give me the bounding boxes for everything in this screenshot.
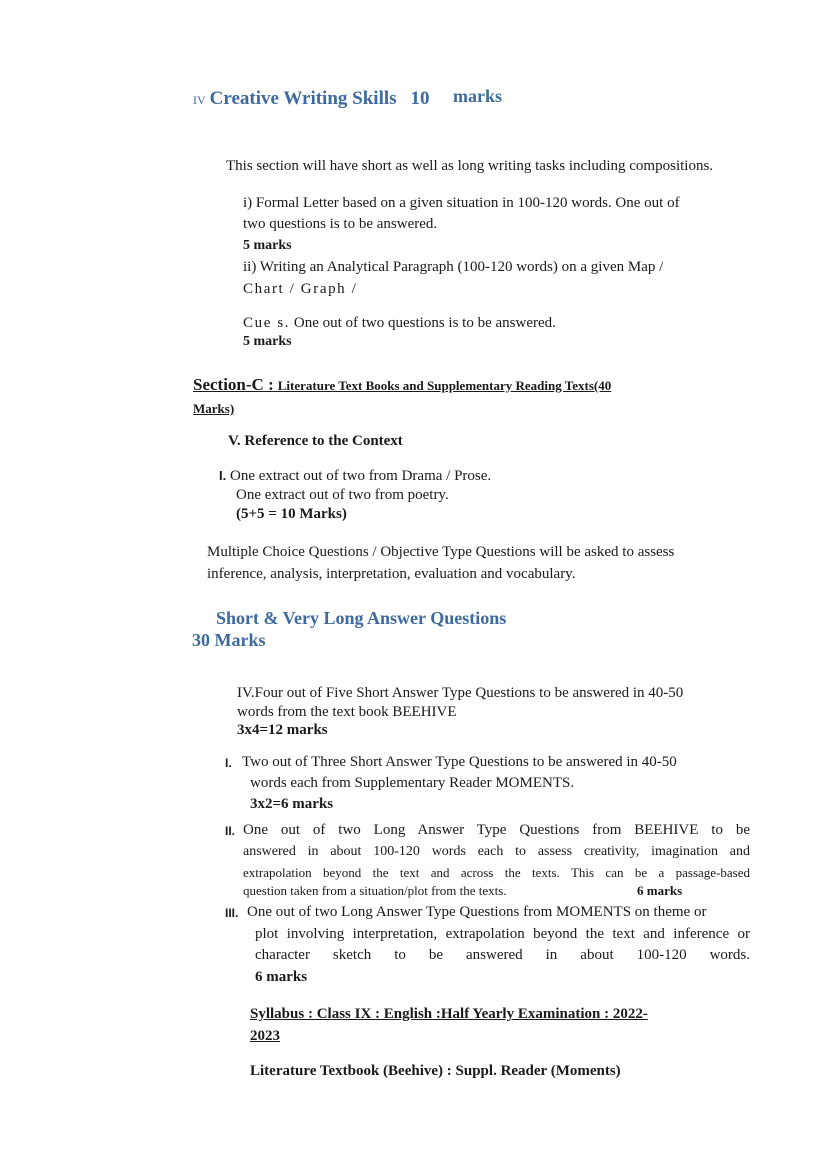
moments-long-line1: One out of two Long Answer Type Questions from MOMENTS on theme or xyxy=(247,904,707,920)
beehive-short-marks: 3x4=12 marks xyxy=(237,722,328,738)
beehive-long-line2: answered in about 100-120 words each to assess creativity, imagination and xyxy=(243,844,750,859)
analytical-paragraph-cues: Cue s. xyxy=(243,315,291,331)
beehive-short-line1: IV.Four out of Five Short Answer Type Questions to be answered in 40-50 xyxy=(237,685,684,701)
beehive-short-line2: words from the text book BEEHIVE xyxy=(237,704,457,720)
mcq-line1: Multiple Choice Questions / Objective Type Questions will be asked to assess xyxy=(207,544,675,560)
moments-short-number: I. xyxy=(225,756,232,770)
syllabus-title-line1: Syllabus : Class IX : English :Half Yearly Examination : 2022- xyxy=(250,1006,648,1022)
reference-line1-number: I. xyxy=(219,468,227,483)
section-iv-heading xyxy=(193,88,430,110)
moments-short-line2: words each from Supplementary Reader MOMENTS. xyxy=(250,775,575,791)
moments-long-number: III. xyxy=(225,906,239,920)
moments-long-line3: character sketch to be answered in about 100-120 words. xyxy=(255,947,750,963)
mcq-line2: inference, analysis, interpretation, evaluation and vocabulary. xyxy=(207,566,576,582)
reference-line2: One extract out of two from poetry. xyxy=(236,487,449,503)
section-iv-marks-word: marks xyxy=(453,86,502,106)
section-c-subtitle: Literature Text Books and Supplementary Reading Texts(40 xyxy=(277,378,612,393)
analytical-paragraph-line1: ii) Writing an Analytical Paragraph (100-120 words) on a given Map / xyxy=(243,259,664,275)
beehive-long-number: II. xyxy=(225,824,236,838)
section-c-title: Section-C : xyxy=(193,375,274,394)
short-long-answer-marks: 30 Marks xyxy=(192,630,266,650)
moments-long-marks: 6 marks xyxy=(255,969,308,985)
beehive-long-line3: extrapolation beyond the text and across the texts. This can be a passage-based xyxy=(243,865,750,880)
beehive-long-line1: One out of two Long Answer Type Questions from BEEHIVE to be xyxy=(243,822,750,838)
reference-line1-text: One extract out of two from Drama / Prose. xyxy=(229,468,492,484)
analytical-paragraph-instruction: One out of two questions is to be answered. xyxy=(293,315,556,331)
reference-context-heading: V. Reference to the Context xyxy=(228,433,403,449)
section-iv-title: Creative Writing Skills xyxy=(209,88,397,109)
reference-marks: (5+5 = 10 Marks) xyxy=(236,506,347,522)
short-long-answer-title: Short & Very Long Answer Questions xyxy=(216,608,507,628)
section-c-subtitle-cont: Marks) xyxy=(193,401,235,416)
literature-textbook-line: Literature Textbook (Beehive) : Suppl. Reader (Moments) xyxy=(250,1063,621,1079)
formal-letter-marks: 5 marks xyxy=(243,238,292,253)
beehive-long-line4: question taken from a situation/plot from the texts. xyxy=(243,883,507,898)
formal-letter-line2: two questions is to be answered. xyxy=(243,216,438,232)
analytical-paragraph-line2: Chart / Graph / xyxy=(243,281,358,297)
reference-line1 xyxy=(219,468,491,485)
section-c-heading xyxy=(193,375,611,395)
moments-long-line2: plot involving interpretation, extrapolation beyond the text and inference or xyxy=(255,926,750,942)
section-iv-roman: IV xyxy=(193,93,206,107)
moments-short-line1: Two out of Three Short Answer Type Questions to be answered in 40-50 xyxy=(242,754,677,770)
section-iv-marks-number: 10 xyxy=(410,88,430,109)
beehive-long-marks: 6 marks xyxy=(637,883,683,898)
formal-letter-line1: i) Formal Letter based on a given situation in 100-120 words. One out of xyxy=(243,195,680,211)
analytical-paragraph-marks: 5 marks xyxy=(243,334,292,349)
moments-short-marks: 3x2=6 marks xyxy=(250,796,334,812)
syllabus-title-line2: 2023 xyxy=(250,1028,280,1044)
section-iv-intro: This section will have short as well as long writing tasks including compositions. xyxy=(226,158,714,174)
analytical-paragraph-line3 xyxy=(243,315,556,332)
